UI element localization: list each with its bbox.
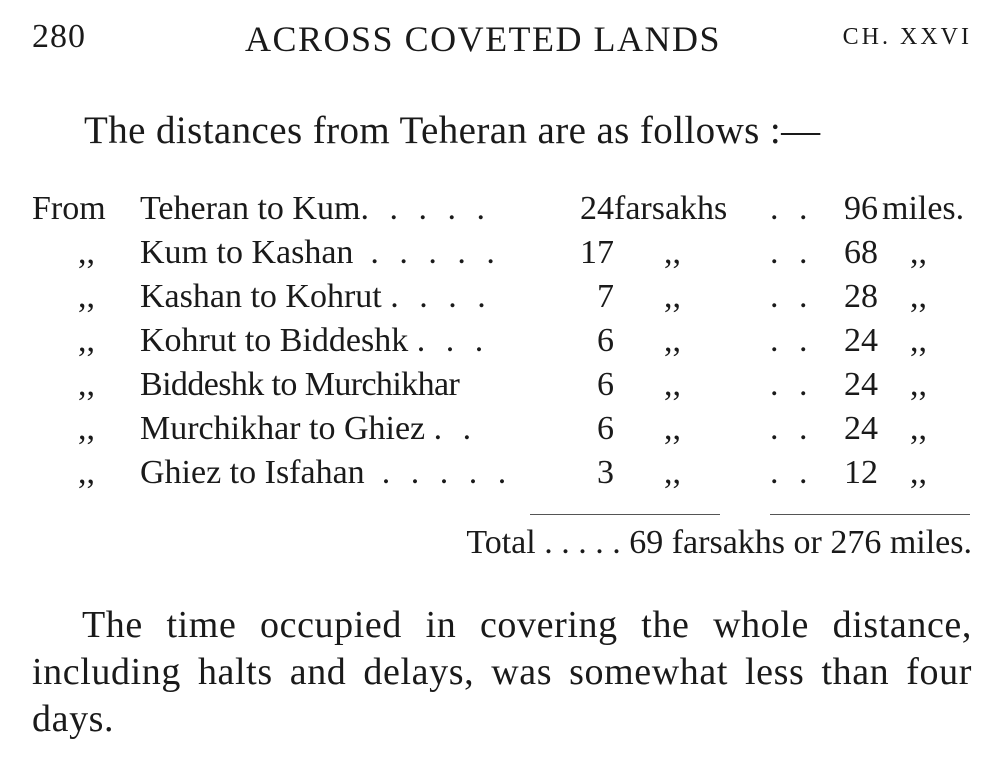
running-header bbox=[32, 18, 972, 68]
row-prefix: ,, bbox=[78, 410, 95, 447]
row-dots: . . bbox=[770, 322, 814, 359]
row-route: Murchikhar to Ghiez . . bbox=[140, 410, 478, 447]
row-route: Kashan to Kohrut . . . . bbox=[140, 278, 492, 315]
row-miles-unit: ,, bbox=[910, 454, 927, 491]
intro-line: The distances from Teheran are as follows :— bbox=[84, 109, 821, 152]
row-farsakhs: 6 bbox=[597, 366, 614, 403]
row-farsakhs: 24 bbox=[580, 190, 614, 227]
row-route: Biddeshk to Murchikhar bbox=[140, 366, 460, 403]
row-miles: 12 bbox=[844, 454, 878, 491]
row-unit: ,, bbox=[664, 322, 681, 359]
row-farsakhs: 3 bbox=[597, 454, 614, 491]
table-row bbox=[32, 410, 977, 454]
distance-table bbox=[32, 190, 977, 498]
table-row bbox=[32, 454, 977, 498]
total-line: Total . . . . . 69 farsakhs or 276 miles. bbox=[466, 524, 972, 561]
row-dots: . . bbox=[770, 190, 814, 227]
row-farsakhs: 17 bbox=[580, 234, 614, 271]
row-unit: ,, bbox=[664, 366, 681, 403]
row-farsakhs: 6 bbox=[597, 322, 614, 359]
row-miles-unit: ,, bbox=[910, 410, 927, 447]
row-prefix: ,, bbox=[78, 366, 95, 403]
row-route: Kum to Kashan . . . . . bbox=[140, 234, 501, 271]
row-miles: 24 bbox=[844, 366, 878, 403]
row-farsakhs: 7 bbox=[597, 278, 614, 315]
row-unit: ,, bbox=[664, 234, 681, 271]
row-route: Teheran to Kum. . . . . bbox=[140, 190, 491, 227]
row-prefix: ,, bbox=[78, 322, 95, 359]
row-miles: 28 bbox=[844, 278, 878, 315]
row-miles-unit: ,, bbox=[910, 322, 927, 359]
row-route: Ghiez to Isfahan . . . . . bbox=[140, 454, 513, 491]
row-miles: 68 bbox=[844, 234, 878, 271]
row-farsakhs: 6 bbox=[597, 410, 614, 447]
row-unit: ,, bbox=[664, 278, 681, 315]
row-dots: . . bbox=[770, 234, 814, 271]
body-paragraph: The time occupied in covering the whole distance, including halts and delays, was somewhat less than four days. bbox=[32, 604, 972, 740]
table-row bbox=[32, 278, 977, 322]
row-miles-unit: miles. bbox=[882, 190, 965, 227]
row-miles-unit: ,, bbox=[910, 366, 927, 403]
row-dots: . . bbox=[770, 278, 814, 315]
row-route: Kohrut to Biddeshk . . . bbox=[140, 322, 490, 359]
table-row bbox=[32, 366, 977, 410]
row-dots: . . bbox=[770, 366, 814, 403]
running-title: ACROSS COVETED LANDS bbox=[245, 19, 722, 59]
table-row bbox=[32, 190, 977, 234]
row-prefix: ,, bbox=[78, 234, 95, 271]
row-dots: . . bbox=[770, 410, 814, 447]
row-miles-unit: ,, bbox=[910, 234, 927, 271]
table-row bbox=[32, 322, 977, 366]
table-row bbox=[32, 234, 977, 278]
row-miles: 96 bbox=[844, 190, 878, 227]
sum-rule bbox=[770, 514, 970, 515]
row-unit: farsakhs bbox=[614, 190, 728, 227]
chapter-label: CH. XXVI bbox=[842, 24, 972, 50]
row-unit: ,, bbox=[664, 410, 681, 447]
page-number: 280 bbox=[32, 18, 86, 55]
row-miles: 24 bbox=[844, 410, 878, 447]
row-unit: ,, bbox=[664, 454, 681, 491]
row-miles: 24 bbox=[844, 322, 878, 359]
sum-rule bbox=[530, 514, 720, 515]
row-miles-unit: ,, bbox=[910, 278, 927, 315]
row-prefix: ,, bbox=[78, 278, 95, 315]
row-dots: . . bbox=[770, 454, 814, 491]
row-prefix: From bbox=[32, 190, 106, 227]
row-prefix: ,, bbox=[78, 454, 95, 491]
